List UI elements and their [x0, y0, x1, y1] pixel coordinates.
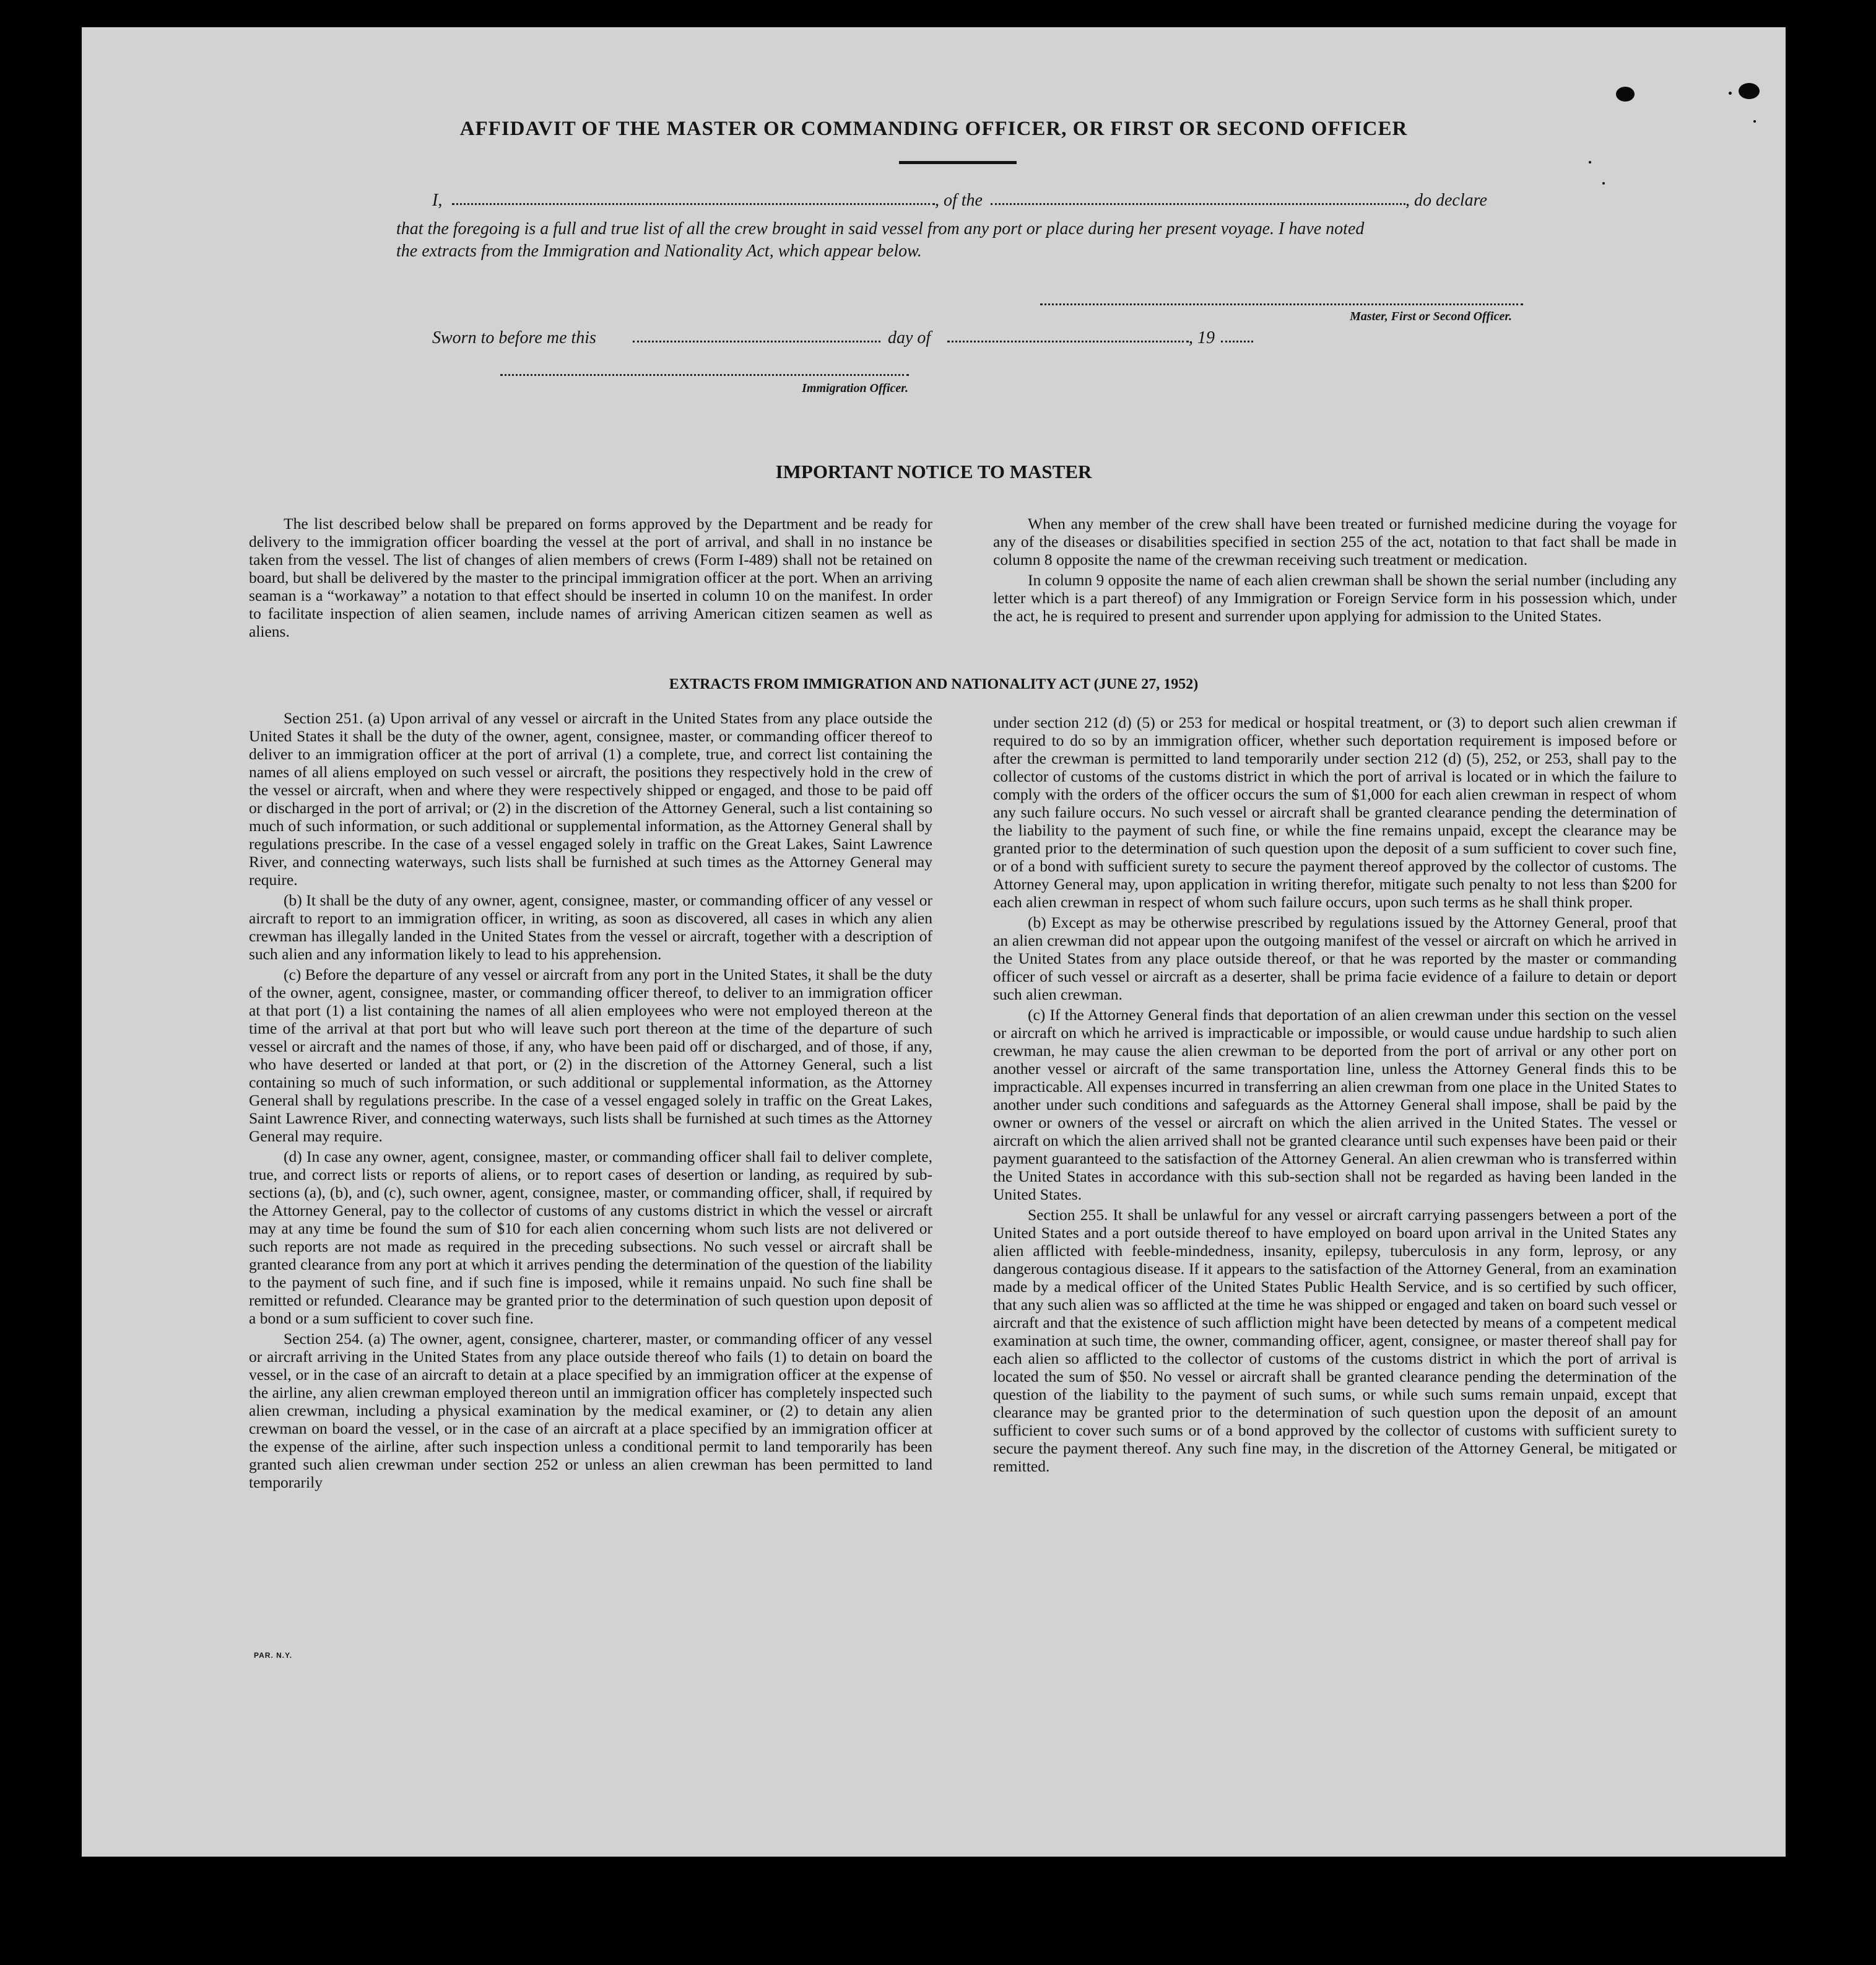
notice-paragraph: The list described below shall be prepared on forms approved by the Department and be ready for delivery to the immigration officer boarding the vessel at the port of arrival, and shall in no instance be taken from the vessel. The list of changes of alien members of crews (Form I-489) shall not be retained on board, but shall be delivered by the master to the principal immigration officer at the port. When an arriving seaman is a “workaway” a notation to that effect should be inserted in column 10 on the manifest. In order to facilitate inspection of alien seamen, include names of arriving American citizen seamen as well as aliens.: [249, 515, 932, 640]
sworn-month-blank[interactable]: [947, 341, 1189, 342]
section-paragraph: (d) In case any owner, agent, consignee, master, or commanding officer shall fail to deliver complete, true, and correct lists or reports of aliens, or to report cases of desertion or landing, as required by sub-sections (a), (b), and (c), such owner, agent, consignee, master, or commanding officer, shall, if required by the Attorney General, pay to the collector of customs of any customs district in which the vessel or aircraft may at any time be found the sum of $10 for each alien concerning whom such lists are not delivered or such reports are not made as required in the preceding subsections. No such vessel or aircraft shall be granted clearance from any port at which it arrives pending the determination of the question of the liability to the payment of such fine, and if such fine is imposed, while it remains unpaid. No such fine shall be remitted or refunded. Clearance may be granted prior to the determination of such question upon deposit of a bond or a sum sufficient to cover such fine.: [249, 1148, 932, 1327]
extracts-right-column: [993, 713, 1677, 1475]
declaration-i-label: I,: [432, 191, 443, 210]
section-paragraph: (c) If the Attorney General finds that deportation of an alien crewman under this section on the vessel or aircraft on which he arrived is impracticable or impossible, or would cause undue hardship to such alien crewman, he may cause the alien crewman to be deported from the port of arrival or any other port on another vessel or aircraft of the same transportation line, unless the Attorney General finds this to be impracticable. All expenses incurred in transferring an alien crewman from one place in the United States to another under such conditions and safeguards as the Attorney General shall impose, shall be paid by the owner or owners of the vessel or aircraft on which the alien arrived in the United States. The vessel or aircraft on which the alien arrived shall not be granted clearance until such expenses have been paid or their payment guaranteed to the satisfaction of the Attorney General. An alien crewman who is transferred within the United States in accordance with this sub-section shall not be regarded as having been landed in the United States.: [993, 1006, 1677, 1203]
name-blank[interactable]: [452, 203, 935, 205]
sworn-year-blank[interactable]: [1221, 341, 1253, 342]
vessel-blank[interactable]: [991, 203, 1405, 205]
section-paragraph: (c) Before the departure of any vessel or aircraft from any port in the United States, it shall be the duty of the owner, agent, consignee, master, or commanding officer thereof, to deliver to an immigration officer at that port (1) a list containing the names of all alien employees who were not employed thereon at the time of the arrival at that port but who will leave such port thereon at the time of the departure of such vessel or aircraft and the names of those, if any, who have been paid off or discharged, and of those, if any, who have deserted or landed at that port, or (2) in the discretion of the Attorney General, such a list containing so much of such information, or such additional or supplemental information, as the Attorney General shall by regulations prescribe. In the case of a vessel engaged solely in traffic on the Great Lakes, Saint Lawrence River, and connecting waterways, such lists shall be furnished at such times as the Attorney General may require.: [249, 965, 932, 1145]
printer-mark: PAR. N.Y.: [254, 1651, 293, 1660]
ink-speck: [1602, 182, 1605, 185]
year-prefix: , 19: [1189, 328, 1215, 347]
ink-speck: [1753, 120, 1756, 123]
ink-speck: [1739, 83, 1760, 99]
affidavit-title: AFFIDAVIT OF THE MASTER OR COMMANDING OFFICER, OR FIRST OR SECOND OFFICER: [459, 118, 1408, 140]
notice-paragraph: In column 9 opposite the name of each alien crewman shall be shown the serial number (including any letter which is a part thereof) of any Immigration or Foreign Service form in his possession which, under the act, he is required to present and surrender upon applying for admission to the United States.: [993, 571, 1677, 625]
section-paragraph: (b) It shall be the duty of any owner, agent, consignee, master, or commanding officer of any vessel or aircraft to report to an immigration officer, in writing, as soon as discovered, all cases in which any alien crewman has illegally landed in the United States from the vessel or aircraft, together with a description of such alien and any information likely to lead to his apprehension.: [249, 891, 932, 963]
section-paragraph: Section 251. (a) Upon arrival of any vessel or aircraft in the United States from any place outside the United States it shall be the duty of the owner, agent, consignee, master, or commanding officer thereof to deliver to an immigration officer at the port of arrival (1) a complete, true, and correct list containing the names of all aliens employed on such vessel or aircraft, the positions they respectively hold in the crew of the vessel or aircraft, when and where they were respectively shipped or engaged, and those to be paid off or discharged in the port of arrival; or (2) in the discretion of the Attorney General, such a list containing so much of such information, or such additional or supplemental information, as the Attorney General shall by regulations prescribe. In the case of a vessel engaged solely in traffic on the Great Lakes, Saint Lawrence River, and connecting waterways, such lists shall be furnished at such times as the Attorney General may require.: [249, 709, 932, 889]
declaration-line-2: that the foregoing is a full and true list of all the crew brought in said vessel from any port or place during her present voyage. I have noted: [396, 219, 1365, 238]
ink-speck: [1729, 92, 1732, 95]
extracts-title: EXTRACTS FROM IMMIGRATION AND NATIONALITY ACT (JUNE 27, 1952): [669, 676, 1199, 692]
ink-speck: [1616, 87, 1635, 102]
immigration-officer-caption: Immigration Officer.: [802, 381, 908, 395]
master-caption: Master, First or Second Officer.: [1350, 310, 1512, 323]
sworn-label: Sworn to before me this: [432, 328, 596, 347]
day-of-label: day of: [888, 328, 931, 347]
master-signature-line[interactable]: [1040, 303, 1523, 305]
notice-title: IMPORTANT NOTICE TO MASTER: [775, 461, 1092, 482]
sworn-day-blank[interactable]: [633, 341, 880, 342]
immigration-officer-signature-line[interactable]: [500, 374, 909, 376]
ink-speck: [1589, 161, 1591, 163]
section-paragraph: under section 212 (d) (5) or 253 for medical or hospital treatment, or (3) to deport such alien crewman if required to do so by an immigration officer, whether such deportation requirement is imposed before or after the crewman is permitted to land temporarily under section 212 (d) (5), 252, or 253, shall pay to the collector of customs of the customs district in which the port of arrival is located or in which the failure to comply with the orders of the officer occurs the sum of $1,000 for each alien crewman in respect of whom any such failure occurs. No such vessel or aircraft shall be granted clearance pending the determination of the liability to the payment of such fine, or while the fine remains unpaid, except the clearance may be granted prior to the determination of such question upon the deposit of a sum sufficient to cover such fine, or of a bond with sufficient surety to secure the payment thereof approved by the collector of customs. The Attorney General may, upon application in writing therefor, mitigate such penalty to not less than $200 for each alien crewman in respect of whom such failure occurs, upon such terms as he shall think proper.: [993, 713, 1677, 911]
section-paragraph: (b) Except as may be otherwise prescribed by regulations issued by the Attorney General, proof that an alien crewman did not appear upon the outgoing manifest of the vessel or aircraft on which he arrived in the United States from any place outside thereof, or that he was reported by the master or commanding officer of such vessel or aircraft as a deserter, shall be prima facie evidence of a failure to detain or deport such alien crewman.: [993, 913, 1677, 1003]
declaration-do-declare: , do declare: [1405, 191, 1487, 210]
notice-right-column: [993, 515, 1677, 625]
section-paragraph: Section 255. It shall be unlawful for any vessel or aircraft carrying passengers between a port of the United States and a port outside thereof to have employed on board upon arrival in the United States any alien afflicted with feeble-mindedness, insanity, epilepsy, tuberculosis in any form, leprosy, or any dangerous contagious disease. If it appears to the satisfaction of the Attorney General, from an examination made by a medical officer of the United States Public Health Service, and is so certified by such officer, that any such alien was so afflicted at the time he was shipped or engaged and taken on board such vessel or aircraft and that the existence of such affliction might have been detected by means of a competent medical examination at such time, the owner, commanding officer, agent, consignee, or master thereof shall pay for each alien so afflicted to the collector of customs of the customs district in which the port of arrival is located the sum of $50. No vessel or aircraft shall be granted clearance pending the determination of the question of the liability to the payment of such sums, or while such sums remain unpaid, except that clearance may be granted prior to the determination of such question upon the deposit of an amount sufficient to cover such sums or of a bond approved by the collector of customs with sufficient surety to secure the payment thereof. Any such fine may, in the discretion of the Attorney General, be mitigated or remitted.: [993, 1206, 1677, 1475]
section-paragraph: Section 254. (a) The owner, agent, consignee, charterer, master, or commanding officer of any vessel or aircraft arriving in the United States from any place outside thereof who fails (1) to detain on board the vessel, or in the case of an aircraft to detain at a place specified by an immigration officer at the expense of the airline, any alien crewman employed thereon until an immigration officer has completely inspected such alien crewman, including a physical examination by the medical examiner, or (2) to detain any alien crewman on board the vessel, or in the case of an aircraft at a place specified by an immigration officer at the expense of the airline, after such inspection unless a conditional permit to land temporarily has been granted such alien crewman under section 252 or unless an alien crewman has been permitted to land temporarily: [249, 1330, 932, 1491]
document-page: [82, 27, 1786, 1857]
notice-left-column: [249, 515, 932, 640]
extracts-left-column: [249, 709, 932, 1491]
notice-paragraph: When any member of the crew shall have been treated or furnished medicine during the voyage for any of the diseases or disabilities specified in section 255 of the act, notation to that fact shall be made in column 8 opposite the name of the crewman receiving such treatment or medication.: [993, 515, 1677, 569]
declaration-of-the: , of the: [935, 191, 983, 210]
declaration-line-3: the extracts from the Immigration and Nationality Act, which appear below.: [396, 242, 922, 261]
title-divider: [899, 161, 1017, 164]
